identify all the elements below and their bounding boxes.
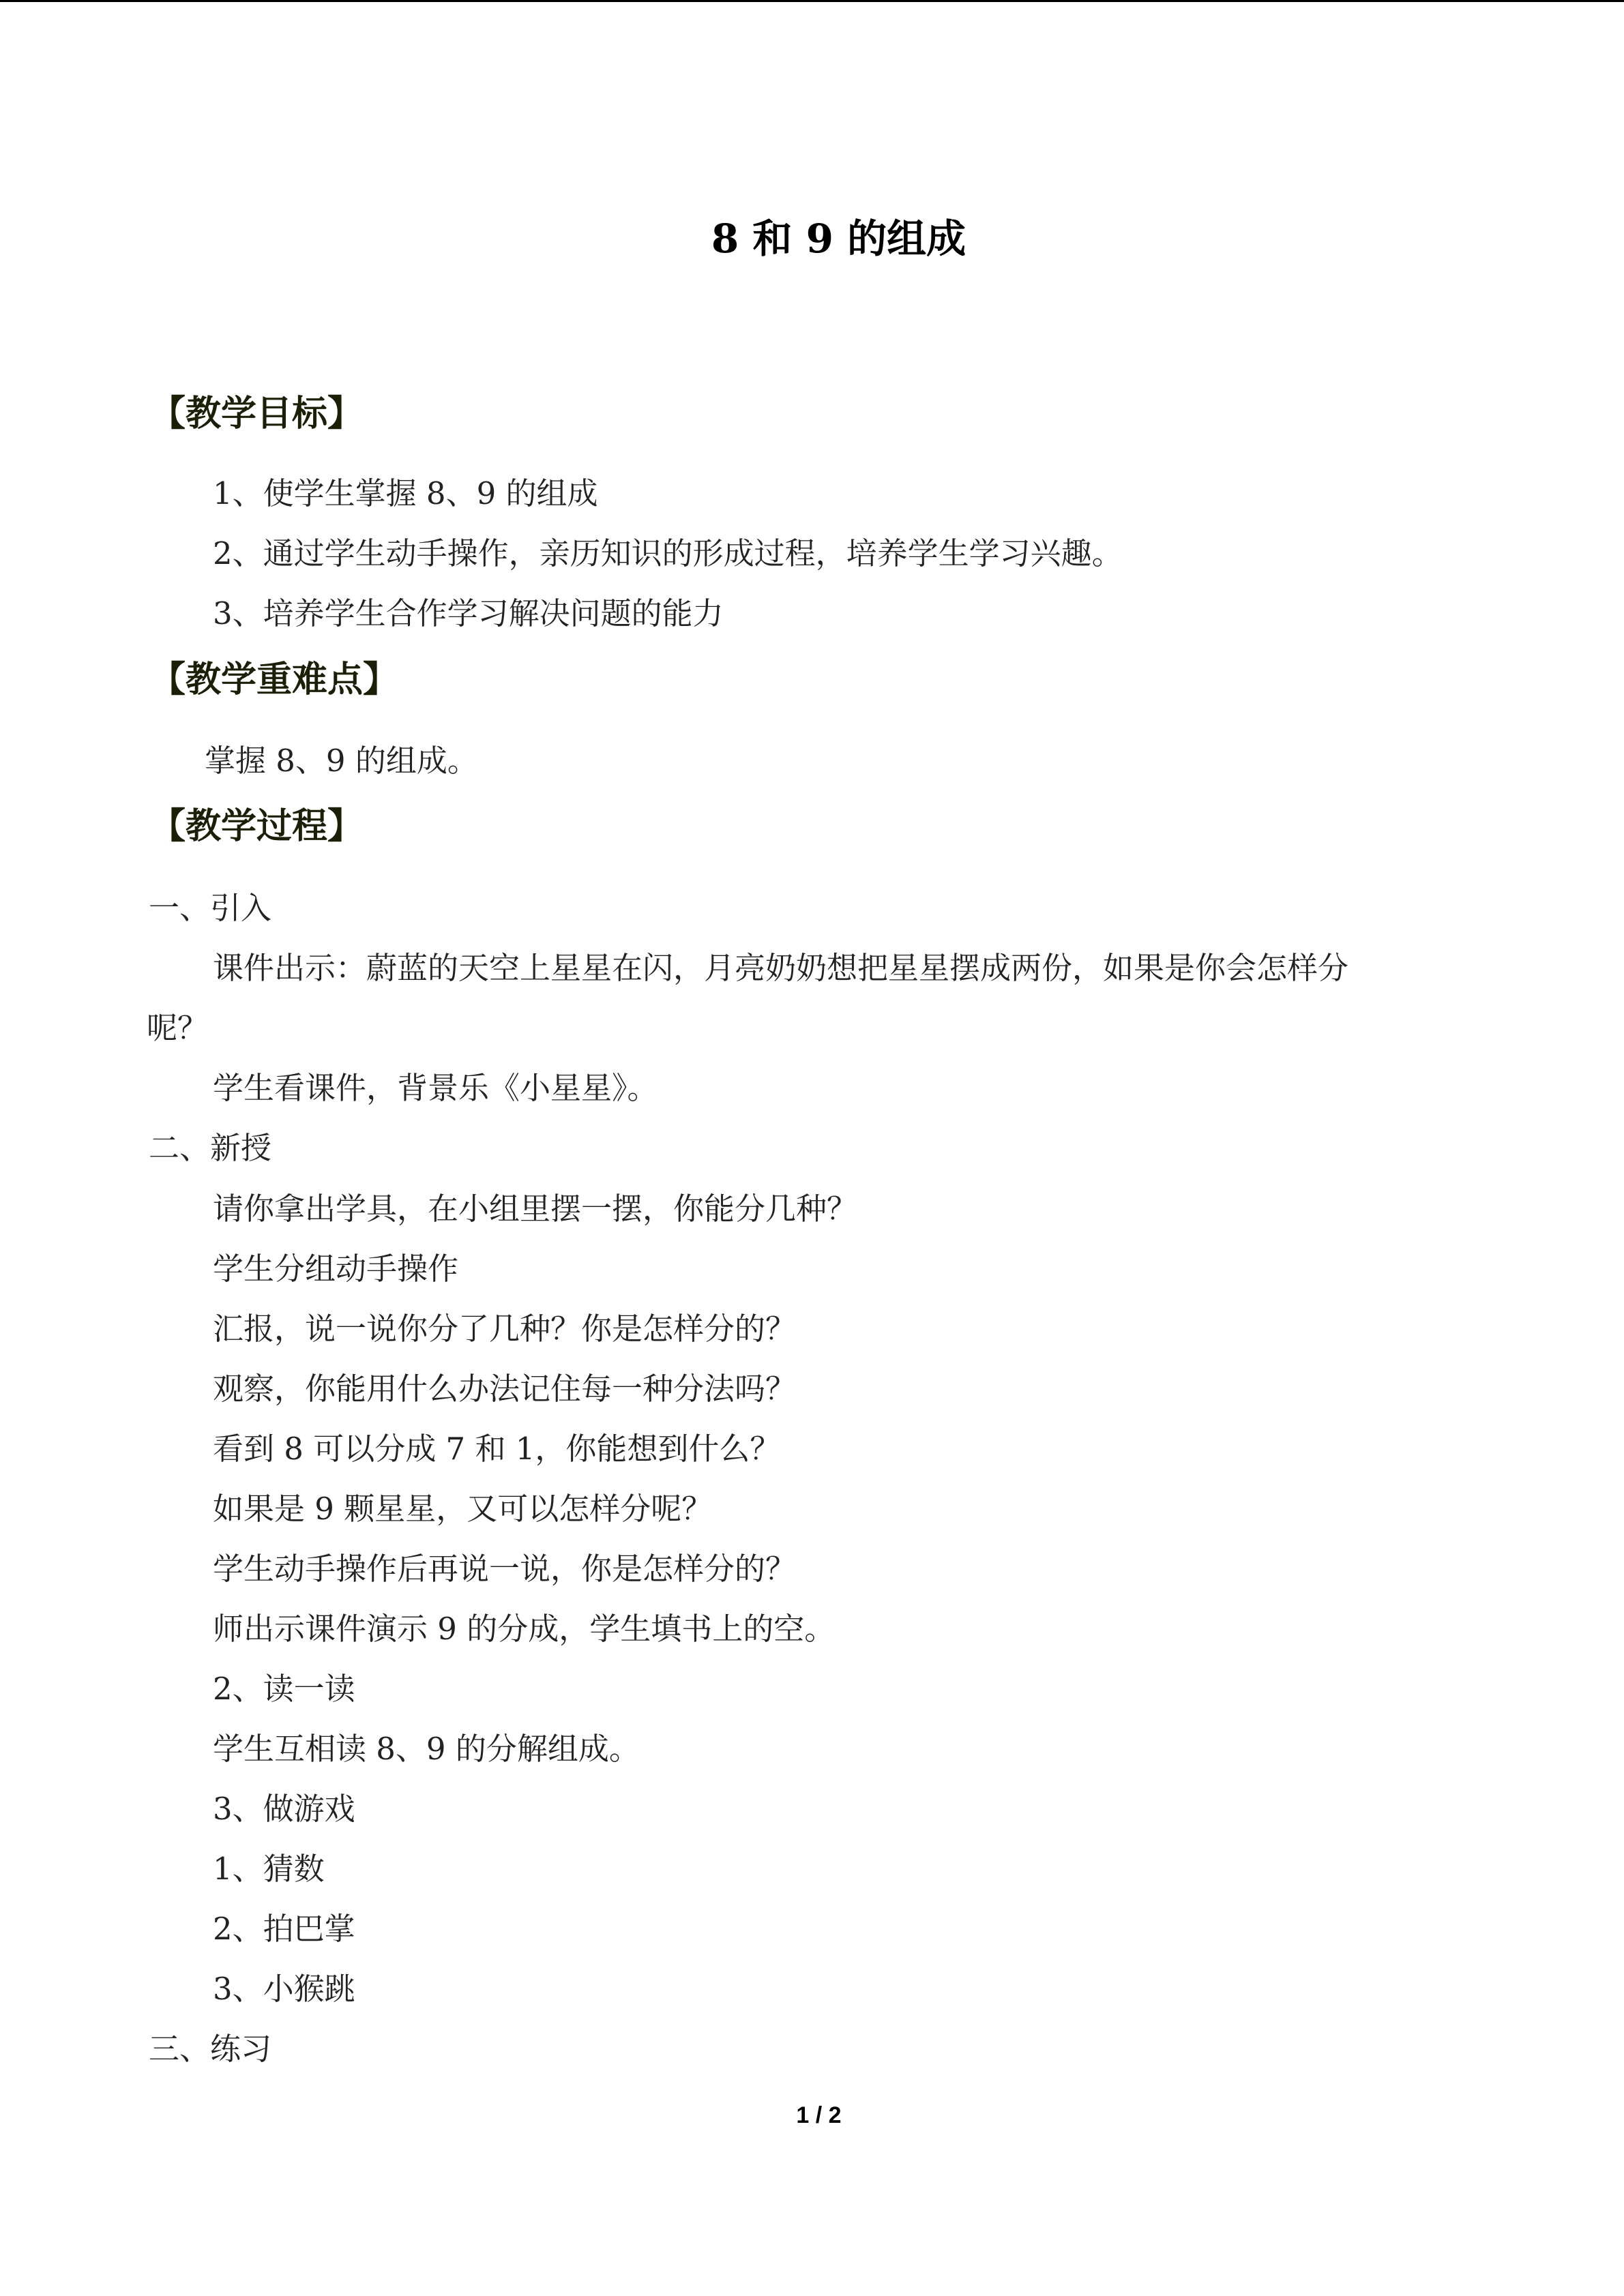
part2-line-7: 学生动手操作后再说一说，你是怎样分的？ (213, 1551, 797, 1587)
part2-line-5: 看到 8 可以分成 7 和 1，你能想到什么？ (213, 1431, 781, 1467)
part2-title: 二、新授 (149, 1130, 272, 1166)
objective-item-1: 1、使学生掌握 8、9 的组成 (213, 475, 598, 511)
part3-title: 三、练习 (149, 2031, 272, 2067)
part1-title: 一、引入 (149, 890, 272, 926)
top-border (0, 0, 1624, 2)
part2-line-3: 汇报，说一说你分了几种？你是怎样分的？ (213, 1311, 797, 1347)
part2-line-12: 1、猜数 (213, 1851, 325, 1887)
page-title: 8 和 9 的组成 (711, 215, 966, 262)
part2-line-8: 师出示课件演示 9 的分成，学生填书上的空。 (213, 1611, 836, 1647)
page-number: 1 / 2 (796, 2102, 842, 2128)
objective-item-3: 3、培养学生合作学习解决问题的能力 (213, 595, 724, 631)
heading-key-points: 【教学重难点】 (150, 659, 399, 700)
part2-line-13: 2、拍巴掌 (213, 1911, 355, 1947)
part2-line-9: 2、读一读 (213, 1671, 355, 1707)
part2-line-4: 观察，你能用什么办法记住每一种分法吗？ (213, 1371, 797, 1407)
part2-line-2: 学生分组动手操作 (213, 1251, 459, 1287)
part2-line-14: 3、小猴跳 (213, 1971, 355, 2007)
heading-objectives: 【教学目标】 (150, 393, 364, 434)
part2-line-6: 如果是 9 颗星星，又可以怎样分呢？ (213, 1491, 713, 1527)
heading-process: 【教学过程】 (150, 806, 364, 847)
part2-line-11: 3、做游戏 (213, 1791, 355, 1827)
part2-line-10: 学生互相读 8、9 的分解组成。 (213, 1731, 640, 1767)
objective-item-2: 2、通过学生动手操作，亲历知识的形成过程，培养学生学习兴趣。 (213, 535, 1123, 571)
part1-line-1: 课件出示：蔚蓝的天空上星星在闪，月亮奶奶想把星星摆成两份，如果是你会怎样分 (213, 950, 1349, 986)
key-points-text: 掌握 8、9 的组成。 (205, 743, 478, 779)
part1-line-2: 呢？ (147, 1010, 209, 1046)
part2-line-1: 请你拿出学具，在小组里摆一摆，你能分几种？ (213, 1191, 858, 1227)
part1-line-3: 学生看课件，背景乐《小星星》。 (213, 1070, 658, 1106)
